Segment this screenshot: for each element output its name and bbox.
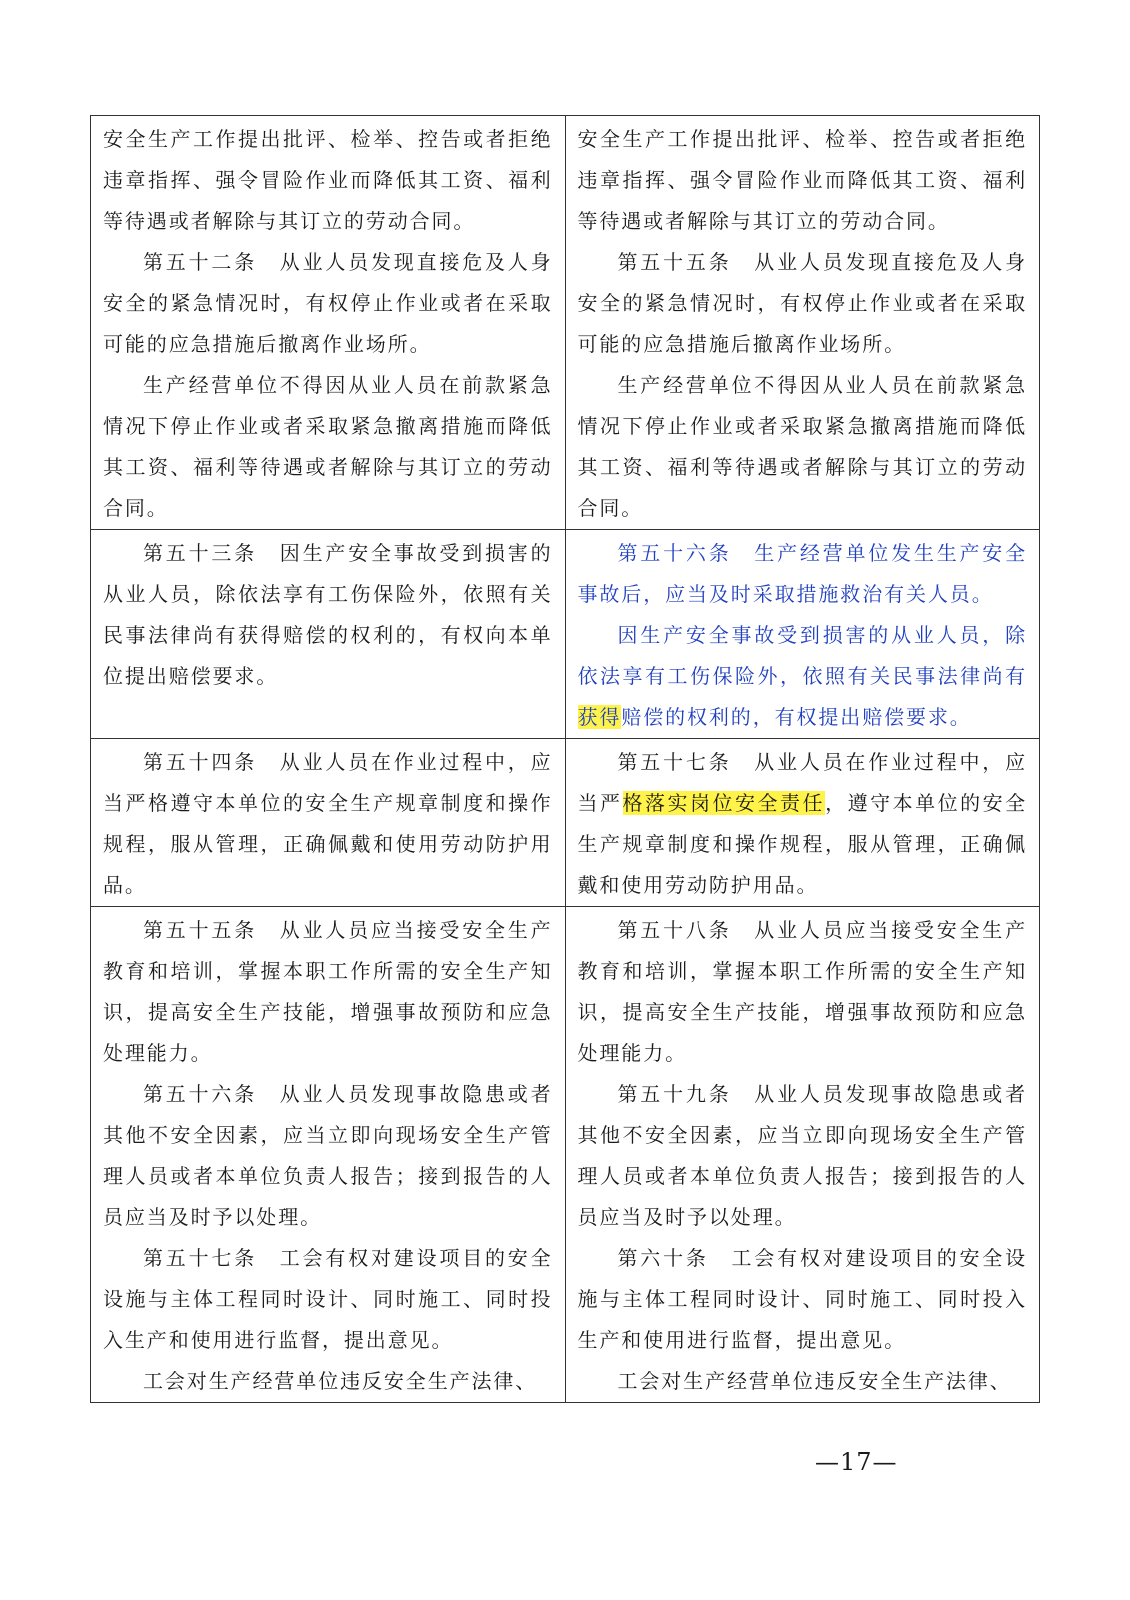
- clause-text: 赔偿的权利的，有权提出赔偿要求。: [621, 705, 972, 729]
- new-text-cell: [565, 739, 1040, 907]
- changed-clause-paragraph: [578, 615, 1028, 738]
- clause-paragraph: 工会对生产经营单位违反安全生产法律、: [143, 1369, 538, 1393]
- highlighted-text: 格落实岗位安全责任: [622, 791, 826, 815]
- new-text-cell: [565, 907, 1040, 1403]
- table-row: [91, 530, 1040, 739]
- clause-paragraph: 第五十七条 工会有权对建设项目的安全设施与主体工程同时设计、同时施工、同时投入生产和使用进行监督，提出意见。: [103, 1246, 553, 1352]
- old-text-cell: [91, 907, 566, 1403]
- highlighted-text: 获得: [577, 705, 622, 729]
- clause-paragraph: 第五十二条 从业人员发现直接危及人身安全的紧急情况时，有权停止作业或者在采取可能的应急措施后撤离作业场所。: [103, 250, 553, 356]
- clause-paragraph: 第五十五条 从业人员应当接受安全生产教育和培训，掌握本职工作所需的安全生产知识，提高安全生产技能，增强事故预防和应急处理能力。: [103, 918, 553, 1065]
- clause-paragraph: 第五十三条 因生产安全事故受到损害的从业人员，除依法享有工伤保险外，依照有关民事法律尚有获得赔偿的权利的，有权向本单位提出赔偿要求。: [103, 541, 553, 688]
- clause-text: 第五十七条 从业人员在作业过程中，应当严: [577, 750, 1027, 815]
- clause-paragraph: 第五十六条 从业人员发现事故隐患或者其他不安全因素，应当立即向现场安全生产管理人员或者本单位负责人报告；接到报告的人员应当及时予以处理。: [103, 1082, 553, 1229]
- new-text-cell: [565, 116, 1040, 530]
- comparison-table: [90, 115, 1040, 1403]
- clause-paragraph: 生产经营单位不得因从业人员在前款紧急情况下停止作业或者采取紧急撤离措施而降低其工资、福利等待遇或者解除与其订立的劳动合同。: [103, 373, 553, 520]
- table-row: [91, 116, 1040, 530]
- old-text-cell: [91, 530, 566, 739]
- clause-paragraph: 工会对生产经营单位违反安全生产法律、: [617, 1369, 1012, 1393]
- clause-paragraph: 第五十五条 从业人员发现直接危及人身安全的紧急情况时，有权停止作业或者在采取可能的应急措施后撤离作业场所。: [577, 250, 1027, 356]
- clause-paragraph: 第五十九条 从业人员发现事故隐患或者其他不安全因素，应当立即向现场安全生产管理人员或者本单位负责人报告；接到报告的人员应当及时予以处理。: [577, 1082, 1027, 1229]
- clause-paragraph: 第五十八条 从业人员应当接受安全生产教育和培训，掌握本职工作所需的安全生产知识，提高安全生产技能，增强事故预防和应急处理能力。: [577, 918, 1027, 1065]
- clause-paragraph: 第五十四条 从业人员在作业过程中，应当严格遵守本单位的安全生产规章制度和操作规程，服从管理，正确佩戴和使用劳动防护用品。: [103, 750, 553, 897]
- clause-text: 因生产安全事故受到损害的从业人员，除依法享有工伤保险外，依照有关民事法律尚有: [577, 623, 1027, 688]
- table-row: [91, 907, 1040, 1403]
- clause-text: ，遵守本单位的安全生产规章制度和操作规程，服从管理，正确佩戴和使用劳动防护用品。: [577, 791, 1027, 897]
- clause-paragraph: 生产经营单位不得因从业人员在前款紧急情况下停止作业或者采取紧急撤离措施而降低其工资、福利等待遇或者解除与其订立的劳动合同。: [577, 373, 1027, 520]
- page-number: —17—: [815, 1448, 898, 1476]
- old-text-cell: [91, 116, 566, 530]
- clause-paragraph: 第六十条 工会有权对建设项目的安全设施与主体工程同时设计、同时施工、同时投入生产和使用进行监督，提出意见。: [577, 1246, 1027, 1352]
- new-text-cell: [565, 530, 1040, 739]
- old-text-cell: [91, 739, 566, 907]
- changed-clause-paragraph: 第五十六条 生产经营单位发生生产安全事故后，应当及时采取措施救治有关人员。: [577, 541, 1027, 606]
- clause-paragraph: 安全生产工作提出批评、检举、控告或者拒绝违章指挥、强令冒险作业而降低其工资、福利等待遇或者解除与其订立的劳动合同。: [103, 127, 553, 233]
- clause-paragraph: 安全生产工作提出批评、检举、控告或者拒绝违章指挥、强令冒险作业而降低其工资、福利等待遇或者解除与其订立的劳动合同。: [577, 127, 1027, 233]
- clause-paragraph: [578, 742, 1028, 906]
- table-row: [91, 739, 1040, 907]
